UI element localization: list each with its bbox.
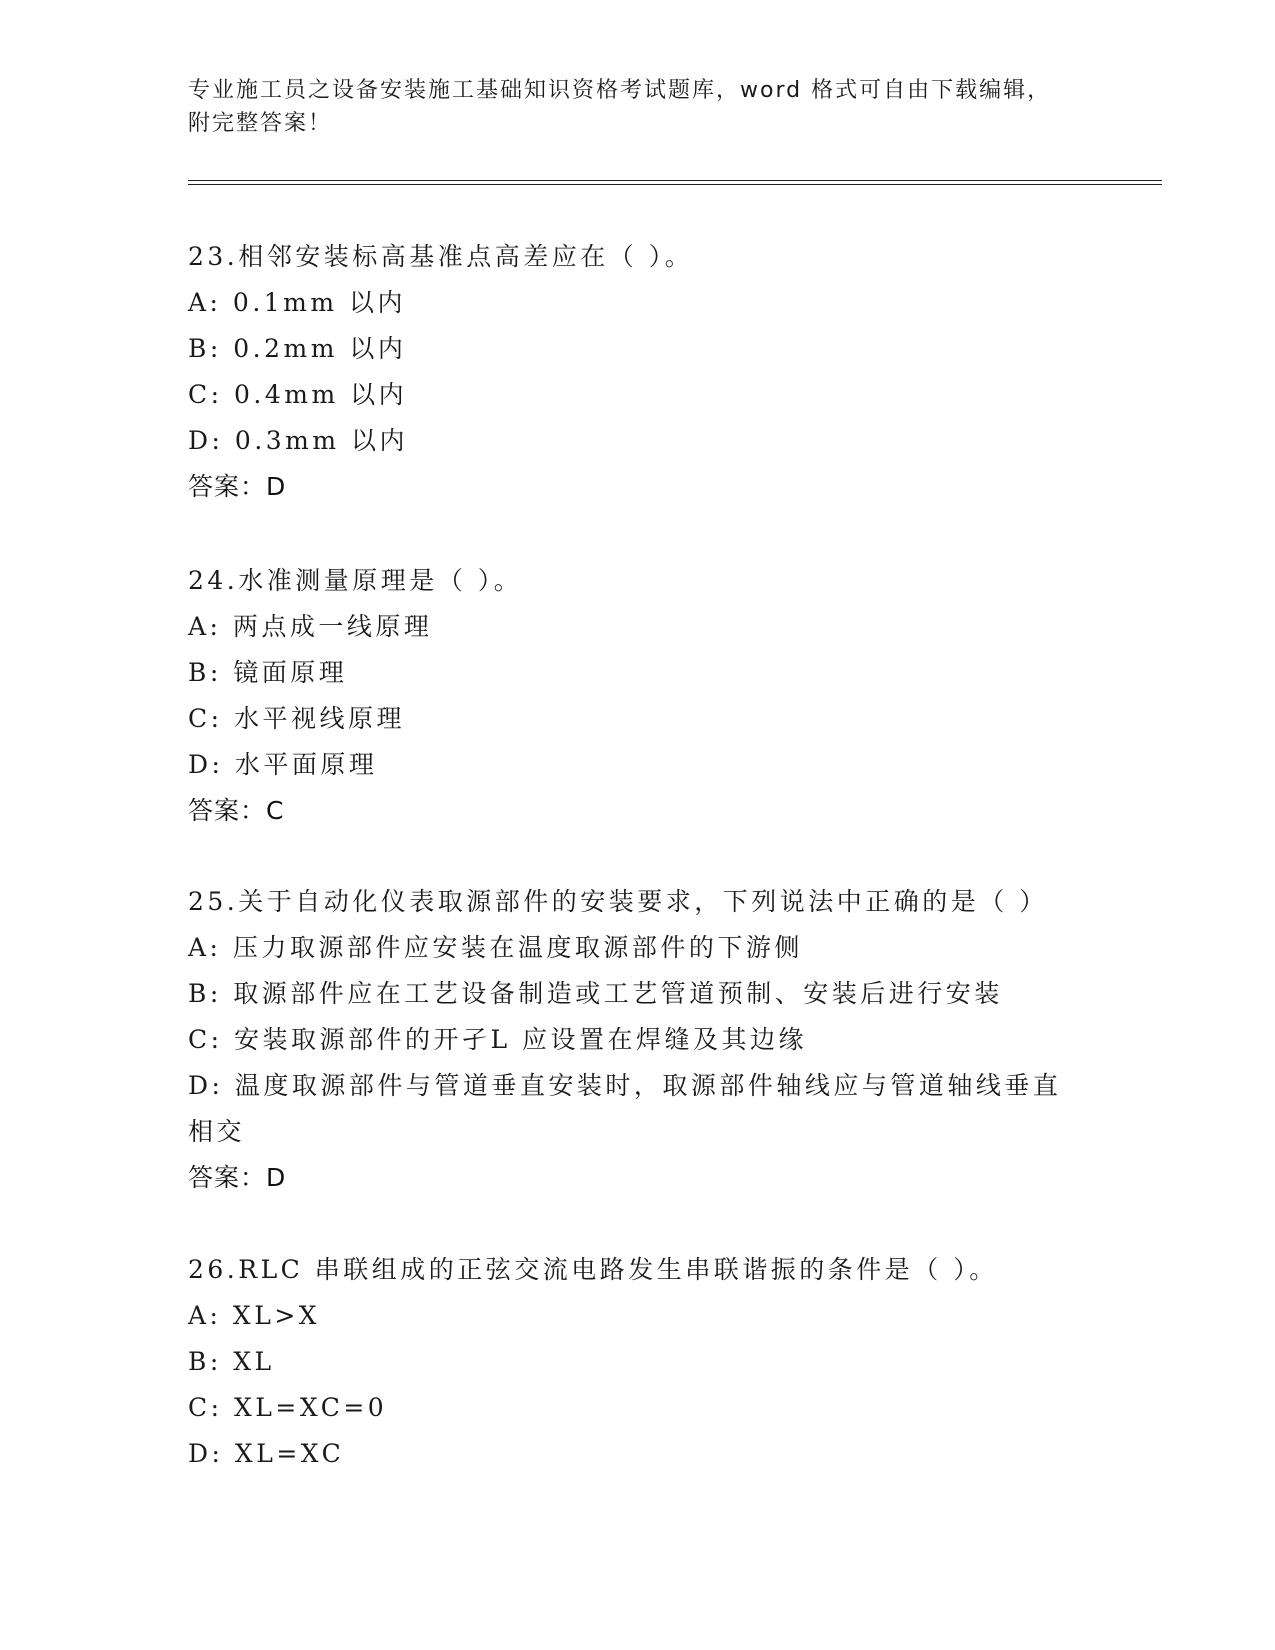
option-c: C: XL=XC=0	[188, 1393, 388, 1422]
question-24	[188, 558, 1088, 834]
answer: 答案：D	[188, 1163, 287, 1192]
question-stem: 25.关于自动化仪表取源部件的安装要求，下列说法中正确的是（ ）	[188, 887, 1048, 916]
option-c: C: 0.4mm 以内	[188, 380, 408, 409]
answer: 答案：D	[188, 472, 287, 501]
question-stem: 24.水准测量原理是（ ）。	[188, 566, 523, 595]
option-a: A: 0.1mm 以内	[188, 288, 407, 317]
header-line-2: 附完整答案！	[188, 111, 333, 136]
answer: 答案：C	[188, 796, 285, 825]
option-b: B: 镜面原理	[188, 658, 348, 687]
question-26	[188, 1247, 1088, 1477]
question-stem: 26.RLC 串联组成的正弦交流电路发生串联谐振的条件是（ ）。	[188, 1255, 998, 1284]
option-d: D: 水平面原理	[188, 750, 378, 779]
option-a: A: 两点成一线原理	[188, 612, 433, 641]
option-d-continuation: 相交	[188, 1117, 246, 1146]
question-23	[188, 234, 1088, 510]
option-b: B: 0.2mm 以内	[188, 334, 407, 363]
option-b: B: XL	[188, 1347, 275, 1376]
option-c: C: 安装取源部件的开孑L 应设置在焊缝及其边缘	[188, 1025, 808, 1054]
option-a: A: 压力取源部件应安装在温度取源部件的下游侧	[188, 933, 803, 962]
header-divider-bottom	[188, 184, 1162, 185]
option-a: A: XL>X	[188, 1301, 321, 1330]
header-line-1: 专业施工员之设备安装施工基础知识资格考试题库，word 格式可自由下载编辑，	[188, 78, 1052, 103]
document-header	[188, 74, 1088, 140]
question-stem: 23.相邻安装标高基准点高差应在（ ）。	[188, 242, 694, 271]
option-d: D: 温度取源部件与管道垂直安装时，取源部件轴线应与管道轴线垂直	[188, 1071, 1062, 1100]
option-d: D: 0.3mm 以内	[188, 426, 409, 455]
question-25	[188, 879, 1088, 1201]
header-divider-top	[188, 180, 1162, 181]
option-c: C: 水平视线原理	[188, 704, 405, 733]
option-b: B: 取源部件应在工艺设备制造或工艺管道预制、安装后进行安装	[188, 979, 1003, 1008]
option-d: D: XL=XC	[188, 1439, 345, 1468]
